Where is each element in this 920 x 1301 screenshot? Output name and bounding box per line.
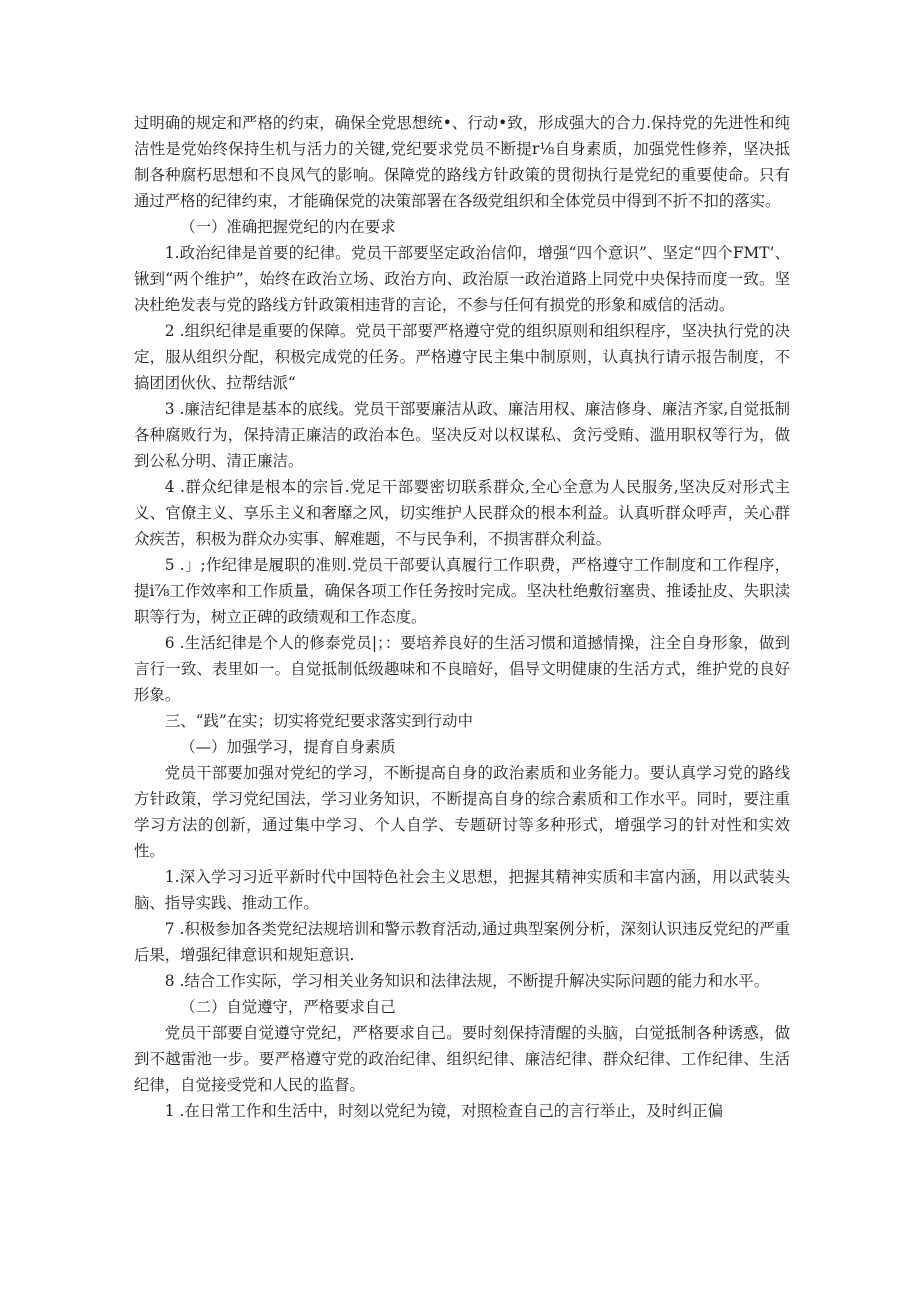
paragraph-organizational-discipline: 2 .组织纪律是重要的保障。党员干部要严格遵守党的组织原则和组织程序，坚决执行党的决定，服从组织分配，积极完成党的任务。严格遵守民主集中制原则，认真执行请示报告制度，不搞团团伙伙、拉帮结派“ [134,322,790,392]
chapter-heading-3: 三、“践”在实；切实将党纪要求落实到行动中 [164,712,473,730]
paragraph-integrity-discipline: 3 .廉洁纪律是基本的底线。党员干部要廉洁从政、廉洁用权、廉洁修身、廉洁齐家,自觉抵制各种腐败行为，保持清正廉洁的政治本色。坚决反对以权谋私、贪污受贿、滥用职权等行为，做到公私分明、清正廉洁。 [134,400,790,470]
paragraph-comply-intro: 党员干部要自觉遵守党纪，严格要求自己。要时刻保持清醒的头脑，白觉抵制各种诱惑，做到不越雷池一步。要严格遵守党的政治纪律、组织纪律、廉洁纪律、群众纪律、工作纪律、生活纪律，自觉接受党和人民的监督。 [134,1024,790,1094]
paragraph-comply-item-1: 1 .在日常工作和生活中，时刻以党纪为镜，对照检查自己的言行举止，及时纠正偏 [164,1102,724,1120]
paragraph-work-discipline: 5 .」;作纪律是履职的准则.党员干部要认真履行工作职费，严格遵守工作制度和工作程序，提i⅞工作效率和工作质量，确保各项工作任务按时完成。坚决杜绝敷衍塞贵、推诿扯皮、失职渎职等行为，树立正碑的政绩观和工作态度。 [134,556,790,626]
section-heading-study: （—）加强学习，提育自身素质 [180,738,396,756]
paragraph-life-discipline: 6 .生活纪律是个人的修泰党员|；：要培养良好的生活习惯和道撼情操，注全自身形象，做到言行一致、表里如一。自觉抵制低级趣味和不良暗好，倡导文明健康的生活方式，维护党的良好形象。 [134,634,790,704]
section-heading-1: （一）准确把握党纪的内在要求 [180,218,396,236]
document-body [134,110,790,1124]
paragraph-political-discipline: 1.政治纪律是首要的纪律。党员干部要坚定政治信仰，增强“四个意识”、坚定“四个FMT’、锹到“两个维护”，始终在政治立场、政治方向、政治原一政治道路上同党中央保持而度一致。坚决杜绝发表与党的路线方针政策相违背的言论，不参与任何有损党的形象和威信的活动。 [134,244,790,314]
paragraph-study-item-7: 7 .积极参加各类党纪法规培训和警示教育活动,通过典型案例分析，深刻认识违反党纪的严重后果，增强纪律意识和规矩意识. [134,920,790,964]
paragraph-mass-discipline: 4 .群众纪律是根本的宗旨.党足干部婴密切联系群众,全心全意为人民服务,坚决反对形式主义、官僚主义、享乐主义和奢靡之风，切实维护人民群众的根本利益。认真听群众呼声，关心群众疾苦，积极为群众办实事、解难题，不与民争利，不损害群众利益。 [134,478,790,548]
paragraph-intro-continuation: 过明确的规定和严格的约束，确保全党思想统•、行动•致，形成强大的合力.保持党的先进性和纯洁性是党始终保持生机与活力的关键,党纪要求党员不断提r⅛自身素质，加强党性修养，坚决抵制各种腐朽思想和不良风气的影响。保障党的路线方针政策的贯彻执行是党纪的重要使命。只有通过严格的纪律约束，才能确保党的决策部署在各级党组织和全体党员中得到不折不扣的落实。 [134,114,790,210]
section-heading-comply: （二）自觉遵守，严格要求自己 [180,998,396,1016]
paragraph-study-item-8: 8 .结合工作实际，学习相关业务知识和法律法规，不断提升解决实际问题的能力和水平。 [164,972,770,990]
paragraph-study-intro: 党员干部要加强对党纪的学习，不断提高自身的政治素质和业务能力。要认真学习党的路线方针政策，学习党纪国法，学习业务知识，不断提高自身的综合素质和工作水平。同时，要注重学习方法的创新，通过集中学习、个人自学、专题研讨等多种形式，增强学习的针对性和实效性。 [134,764,790,860]
paragraph-study-item-1: 1.深入学习习近平新时代中国特色社会主义思想，把握其精神实质和丰富内涵，用以武装头脑、指导实践、推动工作。 [134,868,790,912]
